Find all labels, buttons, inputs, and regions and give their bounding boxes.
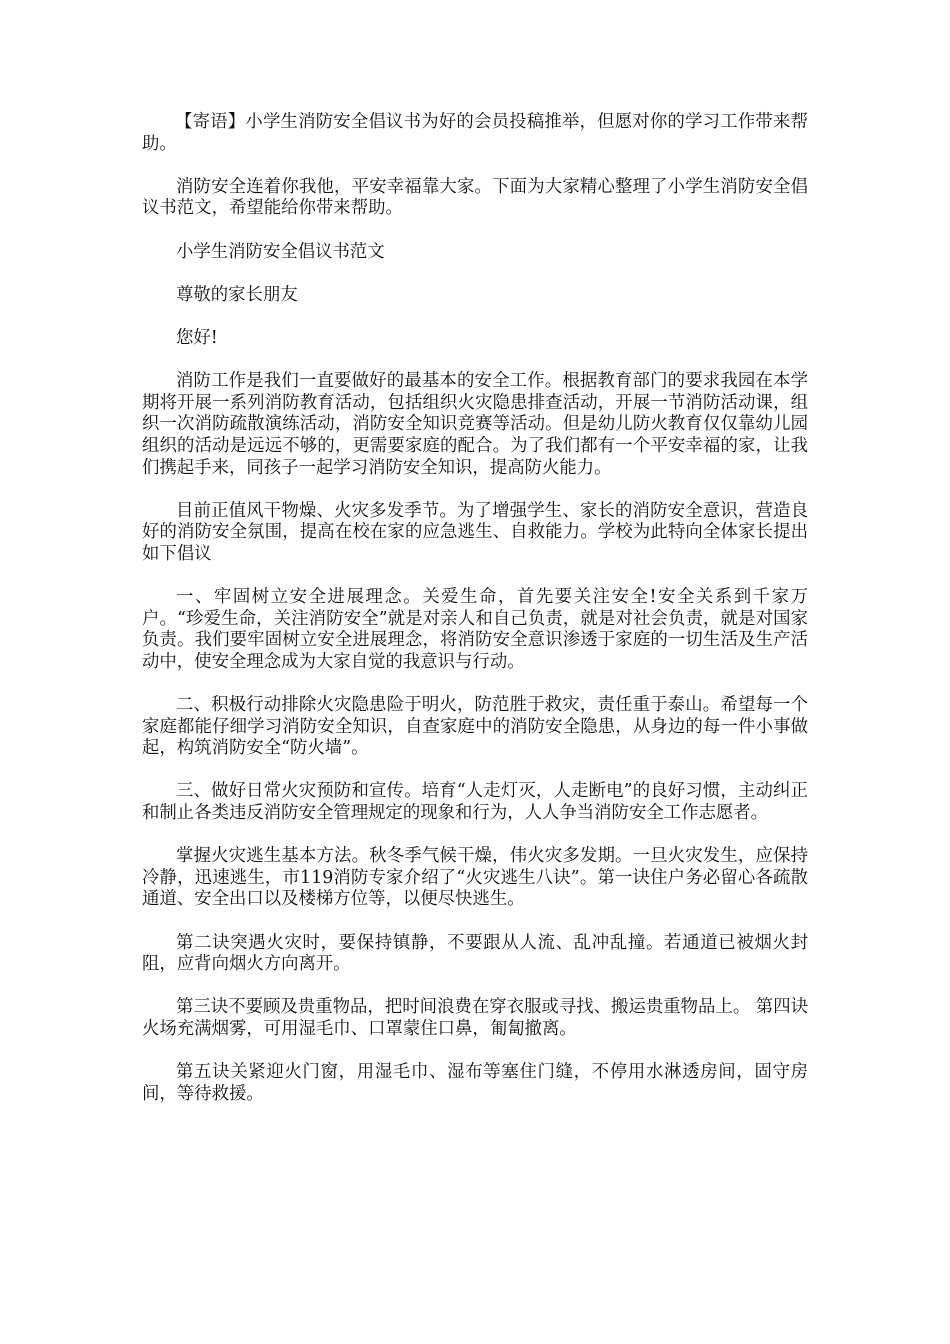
body-paragraph-2: 目前正值风干物燥、火灾多发季节。为了增强学生、家长的消防安全意识，营造良好的消防安全氛围，提高在校在家的应急逃生、自救能力。学校为此特向全体家长提出如下倡议 (142, 500, 808, 564)
escape-methods: 掌握火灾逃生基本方法。秋冬季气候干燥，伟火灾多发期。一旦火灾发生，应保持冷静，迅速逃生，市119消防专家介绍了“火灾逃生八诀”。第一诀住户务必留心各疏散通道、安全出口以及楼梯方位等，以便尽快逃生。 (142, 846, 808, 910)
proposal-1: 一、牢固树立安全进展理念。关爱生命，首先要关注安全!安全关系到千家万户。“珍爱生命，关注消防安全”就是对亲人和自己负责，就是对社会负责，就是对国家负责。我们要牢固树立安全进展理念，将消防安全意识渗透于家庭的一切生活及生产活动中，使安全理念成为大家自觉的我意识与行动。 (142, 587, 808, 672)
proposal-2: 二、积极行动排除火灾隐患险于明火，防范胜于救灾，责任重于泰山。希望每一个家庭都能仔细学习消防安全知识，自查家庭中的消防安全隐患，从身边的每一件小事做起，构筑消防安全“防火墙”。 (142, 695, 808, 759)
intro-note: 【寄语】小学生消防安全倡议书为好的会员投稿推举，但愿对你的学习工作带来帮助。 (142, 112, 808, 154)
intro-paragraph: 消防安全连着你我他，平安幸福靠大家。下面为大家精心整理了小学生消防安全倡议书范文，希望能给你带来帮助。 (142, 176, 808, 219)
document-title: 小学生消防安全倡议书范文 (176, 241, 385, 262)
document-page (142, 112, 808, 1127)
escape-tip-5: 第五诀关紧迎火门窗，用湿毛巾、湿布等塞住门缝，不停用水淋透房间，固守房间，等待救援。 (142, 1062, 808, 1104)
salutation: 尊敬的家长朋友 (176, 284, 298, 305)
body-paragraph-1: 消防工作是我们一直要做好的最基本的安全工作。根据教育部门的要求我园在本学期将开展一系列消防教育活动，包括组织火灾隐患排查活动，开展一节消防活动课，组织一次消防疏散演练活动，消防安全知识竞赛等活动。但是幼儿防火教育仅仅靠幼儿园组织的活动是远远不够的，更需要家庭的配合。为了我们都有一个平安幸福的家，让我们携起手来，同孩子一起学习消防安全知识，提高防火能力。 (142, 371, 808, 478)
proposal-3: 三、做好日常火灾预防和宣传。培育“人走灯灭，人走断电”的良好习惯，主动纠正和制止各类违反消防安全管理规定的现象和行为，人人争当消防安全工作志愿者。 (142, 781, 808, 823)
greeting: 您好! (176, 327, 218, 348)
escape-tip-2: 第二诀突遇火灾时，要保持镇静，不要跟从人流、乱冲乱撞。若通道已被烟火封阻，应背向烟火方向离开。 (142, 932, 808, 975)
escape-tip-3-4: 第三诀不要顾及贵重物品，把时间浪费在穿衣服或寻找、搬运贵重物品上。 第四诀火场充满烟雾，可用湿毛巾、口罩蒙住口鼻，匍匐撤离。 (142, 997, 808, 1039)
